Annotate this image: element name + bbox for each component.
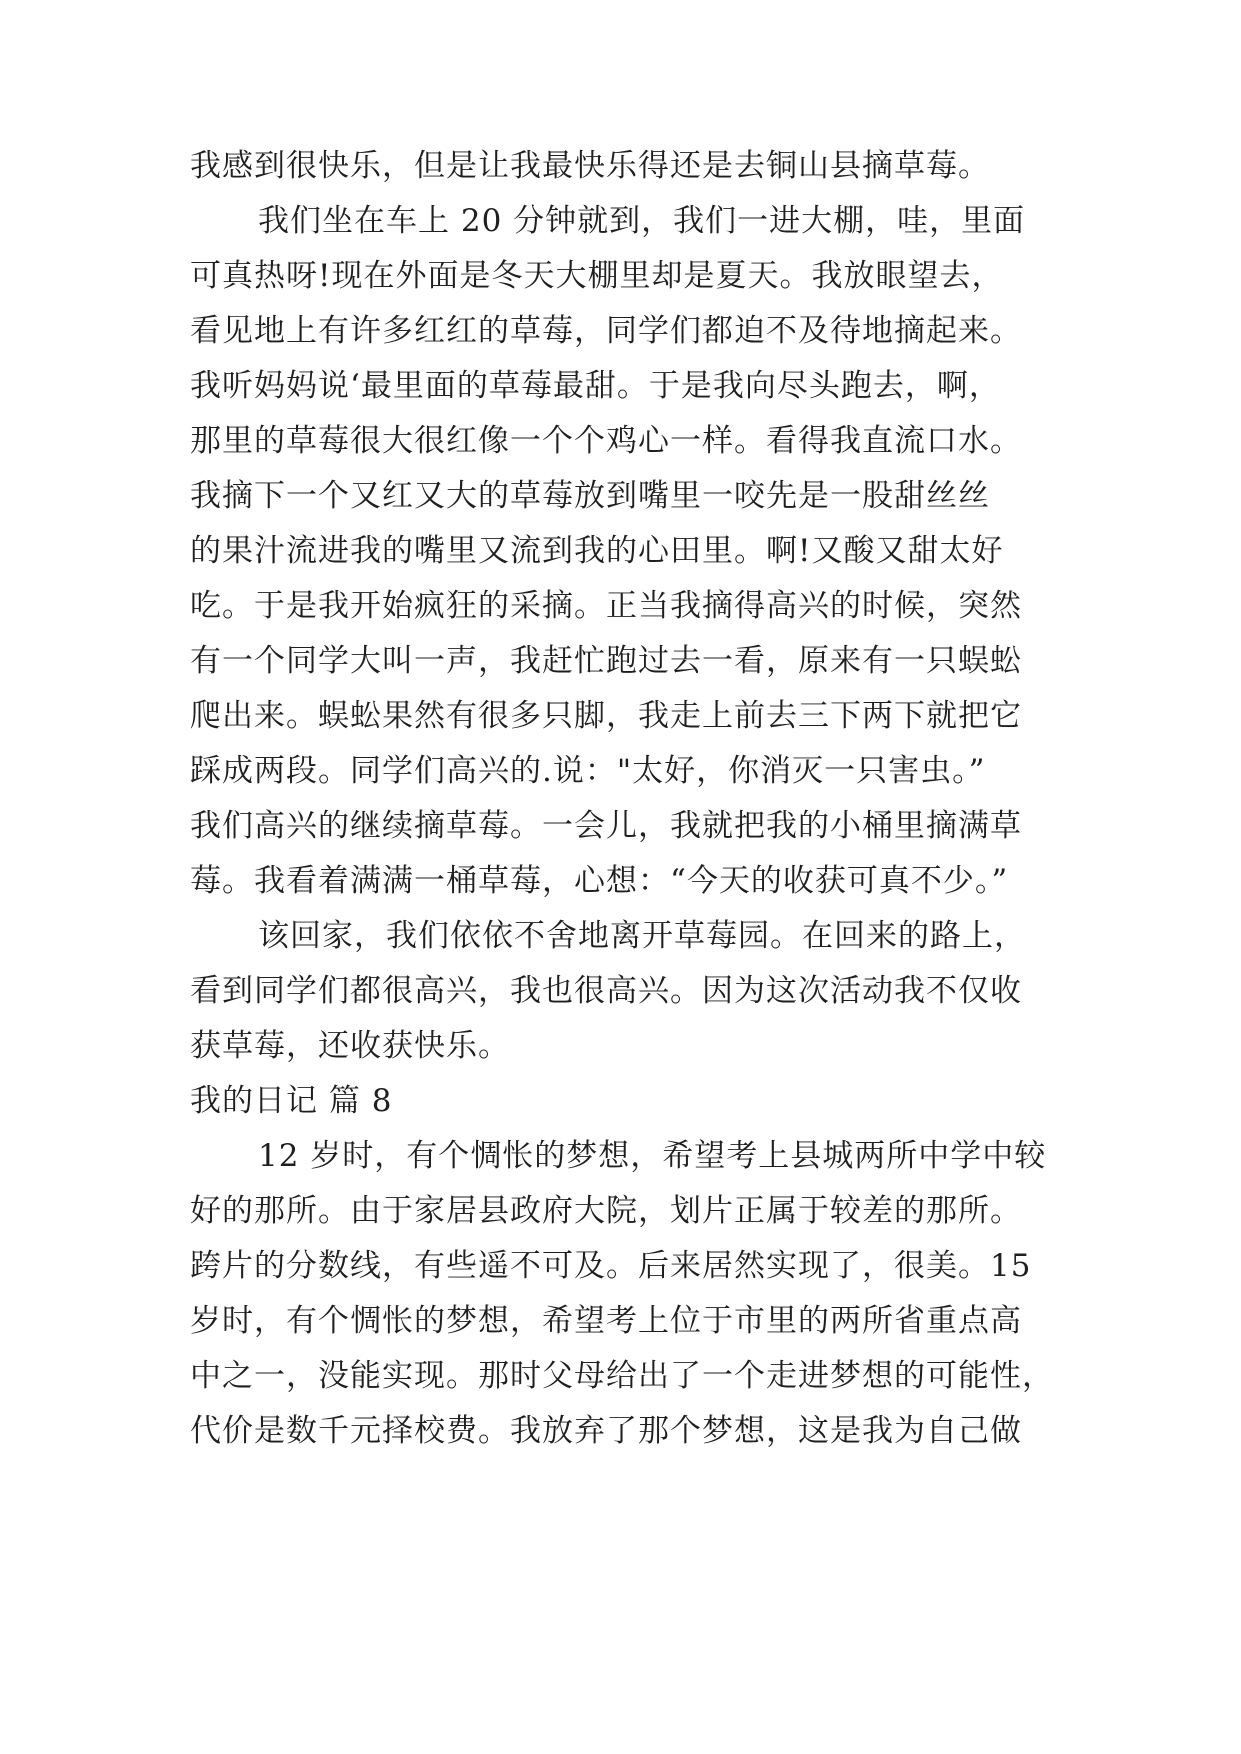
text-line: 我听妈妈说‘最里面的草莓最甜。于是我向尽头跑去，啊，: [190, 368, 1001, 404]
text-line: 看见地上有许多红红的草莓，同学们都迫不及待地摘起来。: [190, 313, 1022, 349]
paragraph-start-line: 该回家，我们依依不舍地离开草莓园。在回来的路上，: [258, 918, 1026, 954]
text-line: 吃。于是我开始疯狂的采摘。正当我摘得高兴的时候，突然: [190, 588, 1022, 624]
text-line: 获草莓，还收获快乐。: [190, 1028, 510, 1064]
text-line: 好的那所。由于家居县政府大院，划片正属于较差的那所。: [190, 1193, 1022, 1229]
text-line: 那里的草莓很大很红像一个个鸡心一样。看得我直流口水。: [190, 423, 1022, 459]
paragraph-start-line: 我们坐在车上 20 分钟就到，我们一进大棚，哇，里面: [258, 203, 1026, 239]
paragraph-start-line: 12 岁时，有个惆怅的梦想，希望考上县城两所中学中较: [258, 1138, 1047, 1174]
text-line: 跨片的分数线，有些遥不可及。后来居然实现了，很美。15: [190, 1248, 1032, 1284]
text-line: 我们高兴的继续摘草莓。一会儿，我就把我的小桶里摘满草: [190, 808, 1022, 844]
text-line: 岁时，有个惆怅的梦想，希望考上位于市里的两所省重点高: [190, 1303, 1022, 1339]
text-line: 可真热呀!现在外面是冬天大棚里却是夏天。我放眼望去，: [190, 258, 1004, 294]
text-line: 看到同学们都很高兴，我也很高兴。因为这次活动我不仅收: [190, 973, 1022, 1009]
text-line: 中之一，没能实现。那时父母给出了一个走进梦想的可能性，: [190, 1358, 1054, 1394]
text-line: 爬出来。蜈蚣果然有很多只脚，我走上前去三下两下就把它: [190, 698, 1022, 734]
text-line: 莓。我看着满满一桶草莓，心想：“今天的收获可真不少。”: [190, 863, 1009, 899]
section-heading: 我的日记 篇 8: [190, 1083, 393, 1119]
text-line: 我摘下一个又红又大的草莓放到嘴里一咬先是一股甜丝丝: [190, 478, 990, 514]
text-line: 踩成两段。同学们高兴的.说："太好，你消灭一只害虫。”: [190, 753, 986, 789]
text-line: 代价是数千元择校费。我放弃了那个梦想，这是我为自己做: [190, 1413, 1022, 1449]
text-line: 我感到很快乐，但是让我最快乐得还是去铜山县摘草莓。: [190, 148, 990, 184]
text-line: 的果汁流进我的嘴里又流到我的心田里。啊!又酸又甜太好: [190, 533, 1004, 569]
text-line: 有一个同学大叫一声，我赶忙跑过去一看，原来有一只蜈蚣: [190, 643, 1022, 679]
